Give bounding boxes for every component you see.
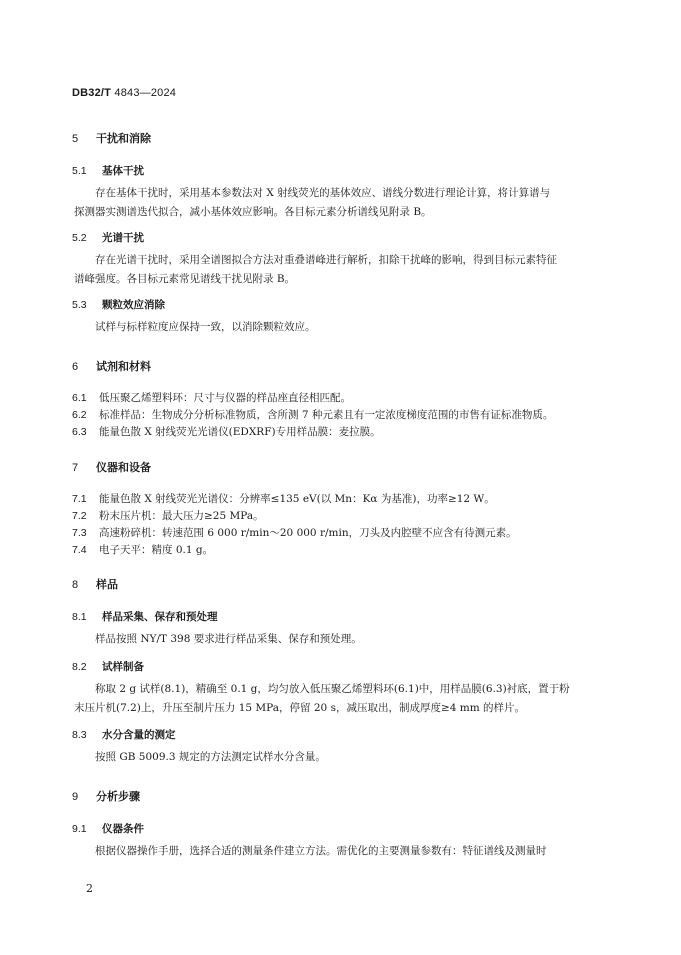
item-number: 7.2 (72, 510, 87, 522)
paragraph-line: 试样与标样粒度应保持一致，以消除颗粒效应。 (95, 321, 316, 333)
paragraph-8-1 (95, 630, 619, 649)
subsection-heading-5-3 (72, 297, 165, 312)
list-item-7-2 (72, 508, 264, 523)
section-title: 干扰和消除 (96, 132, 151, 145)
subsection-title: 颗粒效应消除 (102, 299, 165, 311)
section-number: 5 (72, 133, 79, 145)
item-number: 7.1 (72, 493, 87, 505)
paragraph-line: 末压片机(7.2)上，升压至制片压力 15 MPa，停留 20 s，减压取出，制成厚度≥4 mm 的样片。 (74, 702, 526, 714)
subsection-title: 试样制备 (102, 661, 144, 673)
subsection-heading-8-3 (72, 727, 176, 742)
standard-number: 4843—2024 (114, 87, 177, 99)
paragraph-8-2 (74, 680, 619, 718)
page-number: 2 (86, 882, 93, 895)
list-item-7-3 (72, 525, 517, 540)
subsection-number: 8.1 (72, 611, 87, 623)
list-item-6-3 (72, 424, 381, 439)
paragraph-line: 存在光谱干扰时，采用全谱图拟合方法对重叠谱峰进行解析，扣除干扰峰的影响，得到目标元素特征 (95, 254, 557, 266)
item-text: 能量色散 X 射线荧光光谱仪(EDXRF)专用样品膜：麦拉膜。 (99, 426, 381, 438)
list-item-7-4 (72, 542, 213, 557)
subsection-heading-5-2 (72, 230, 144, 245)
paragraph-line: 谱峰强度。各目标元素常见谱线干扰见附录 B。 (74, 273, 296, 285)
section-title: 试剂和材料 (96, 360, 151, 373)
item-text: 高速粉碎机：转速范围 6 000 r/min～20 000 r/min，刀头及内腔壁不应含有待测元素。 (99, 527, 517, 539)
list-item-6-1 (72, 390, 351, 405)
section-title: 分析步骤 (96, 790, 140, 803)
subsection-title: 光谱干扰 (102, 232, 144, 244)
paragraph-8-3 (95, 748, 619, 767)
section-title: 仪器和设备 (96, 461, 151, 474)
section-heading-7 (72, 459, 151, 475)
item-number: 6.1 (72, 392, 87, 404)
subsection-number: 9.1 (72, 823, 87, 835)
item-text: 能量色散 X 射线荧光光谱仪：分辨率≤135 eV(以 Mn：Kα 为基准)，功率≥12 W。 (99, 493, 495, 505)
section-number: 6 (72, 361, 79, 373)
subsection-heading-8-2 (72, 659, 144, 674)
paragraph-5-1 (74, 184, 619, 222)
item-number: 7.3 (72, 527, 87, 539)
subsection-number: 5.1 (72, 165, 87, 177)
paragraph-5-3 (95, 318, 619, 337)
subsection-title: 仪器条件 (102, 823, 144, 835)
section-heading-5 (72, 130, 151, 146)
list-item-6-2 (72, 407, 553, 422)
paragraph-line: 根据仪器操作手册，选择合适的测量条件建立方法。需优化的主要测量参数有：特征谱线及测量时 (95, 845, 547, 857)
paragraph-9-1 (95, 842, 619, 861)
subsection-heading-5-1 (72, 163, 144, 178)
section-number: 8 (72, 579, 79, 591)
paragraph-line: 存在基体干扰时，采用基本参数法对 X 射线荧光的基体效应、谱线分数进行理论计算，将计算谱与 (95, 187, 551, 199)
section-number: 9 (72, 791, 79, 803)
paragraph-5-2 (74, 251, 619, 289)
subsection-number: 5.2 (72, 232, 87, 244)
paragraph-line: 按照 GB 5009.3 规定的方法测定试样水分含量。 (95, 751, 326, 763)
item-text: 电子天平：精度 0.1 g。 (99, 544, 214, 556)
subsection-number: 8.3 (72, 729, 87, 741)
item-text: 粉末压片机：最大压力≥25 MPa。 (99, 510, 264, 522)
section-number: 7 (72, 462, 79, 474)
item-text: 标准样品：生物成分分析标准物质，含所测 7 种元素且有一定浓度梯度范围的市售有证标准物质。 (99, 409, 554, 421)
section-heading-8 (72, 576, 118, 592)
standard-prefix: DB32/T (72, 87, 112, 99)
item-number: 6.3 (72, 426, 87, 438)
document-header (72, 87, 176, 99)
item-number: 7.4 (72, 544, 87, 556)
subsection-title: 基体干扰 (102, 165, 144, 177)
subsection-title: 水分含量的测定 (102, 729, 176, 741)
section-heading-9 (72, 788, 140, 804)
paragraph-line: 样品按照 NY/T 398 要求进行样品采集、保存和预处理。 (95, 633, 362, 645)
subsection-title: 样品采集、保存和预处理 (102, 611, 218, 623)
item-number: 6.2 (72, 409, 87, 421)
section-heading-6 (72, 358, 151, 374)
list-item-7-1 (72, 491, 495, 506)
paragraph-line: 称取 2 g 试样(8.1)，精确至 0.1 g，均匀放入低压聚乙烯塑料环(6.1)中，用样品膜(6.3)衬底，置于粉 (95, 683, 570, 695)
subsection-heading-8-1 (72, 609, 218, 624)
subsection-heading-9-1 (72, 821, 144, 836)
item-text: 低压聚乙烯塑料环：尺寸与仪器的样品座直径相匹配。 (99, 392, 351, 404)
paragraph-line: 探测器实测谱迭代拟合，减小基体效应影响。各目标元素分析谱线见附录 B。 (74, 206, 432, 218)
subsection-number: 5.3 (72, 299, 87, 311)
subsection-number: 8.2 (72, 661, 87, 673)
section-title: 样品 (96, 578, 118, 591)
